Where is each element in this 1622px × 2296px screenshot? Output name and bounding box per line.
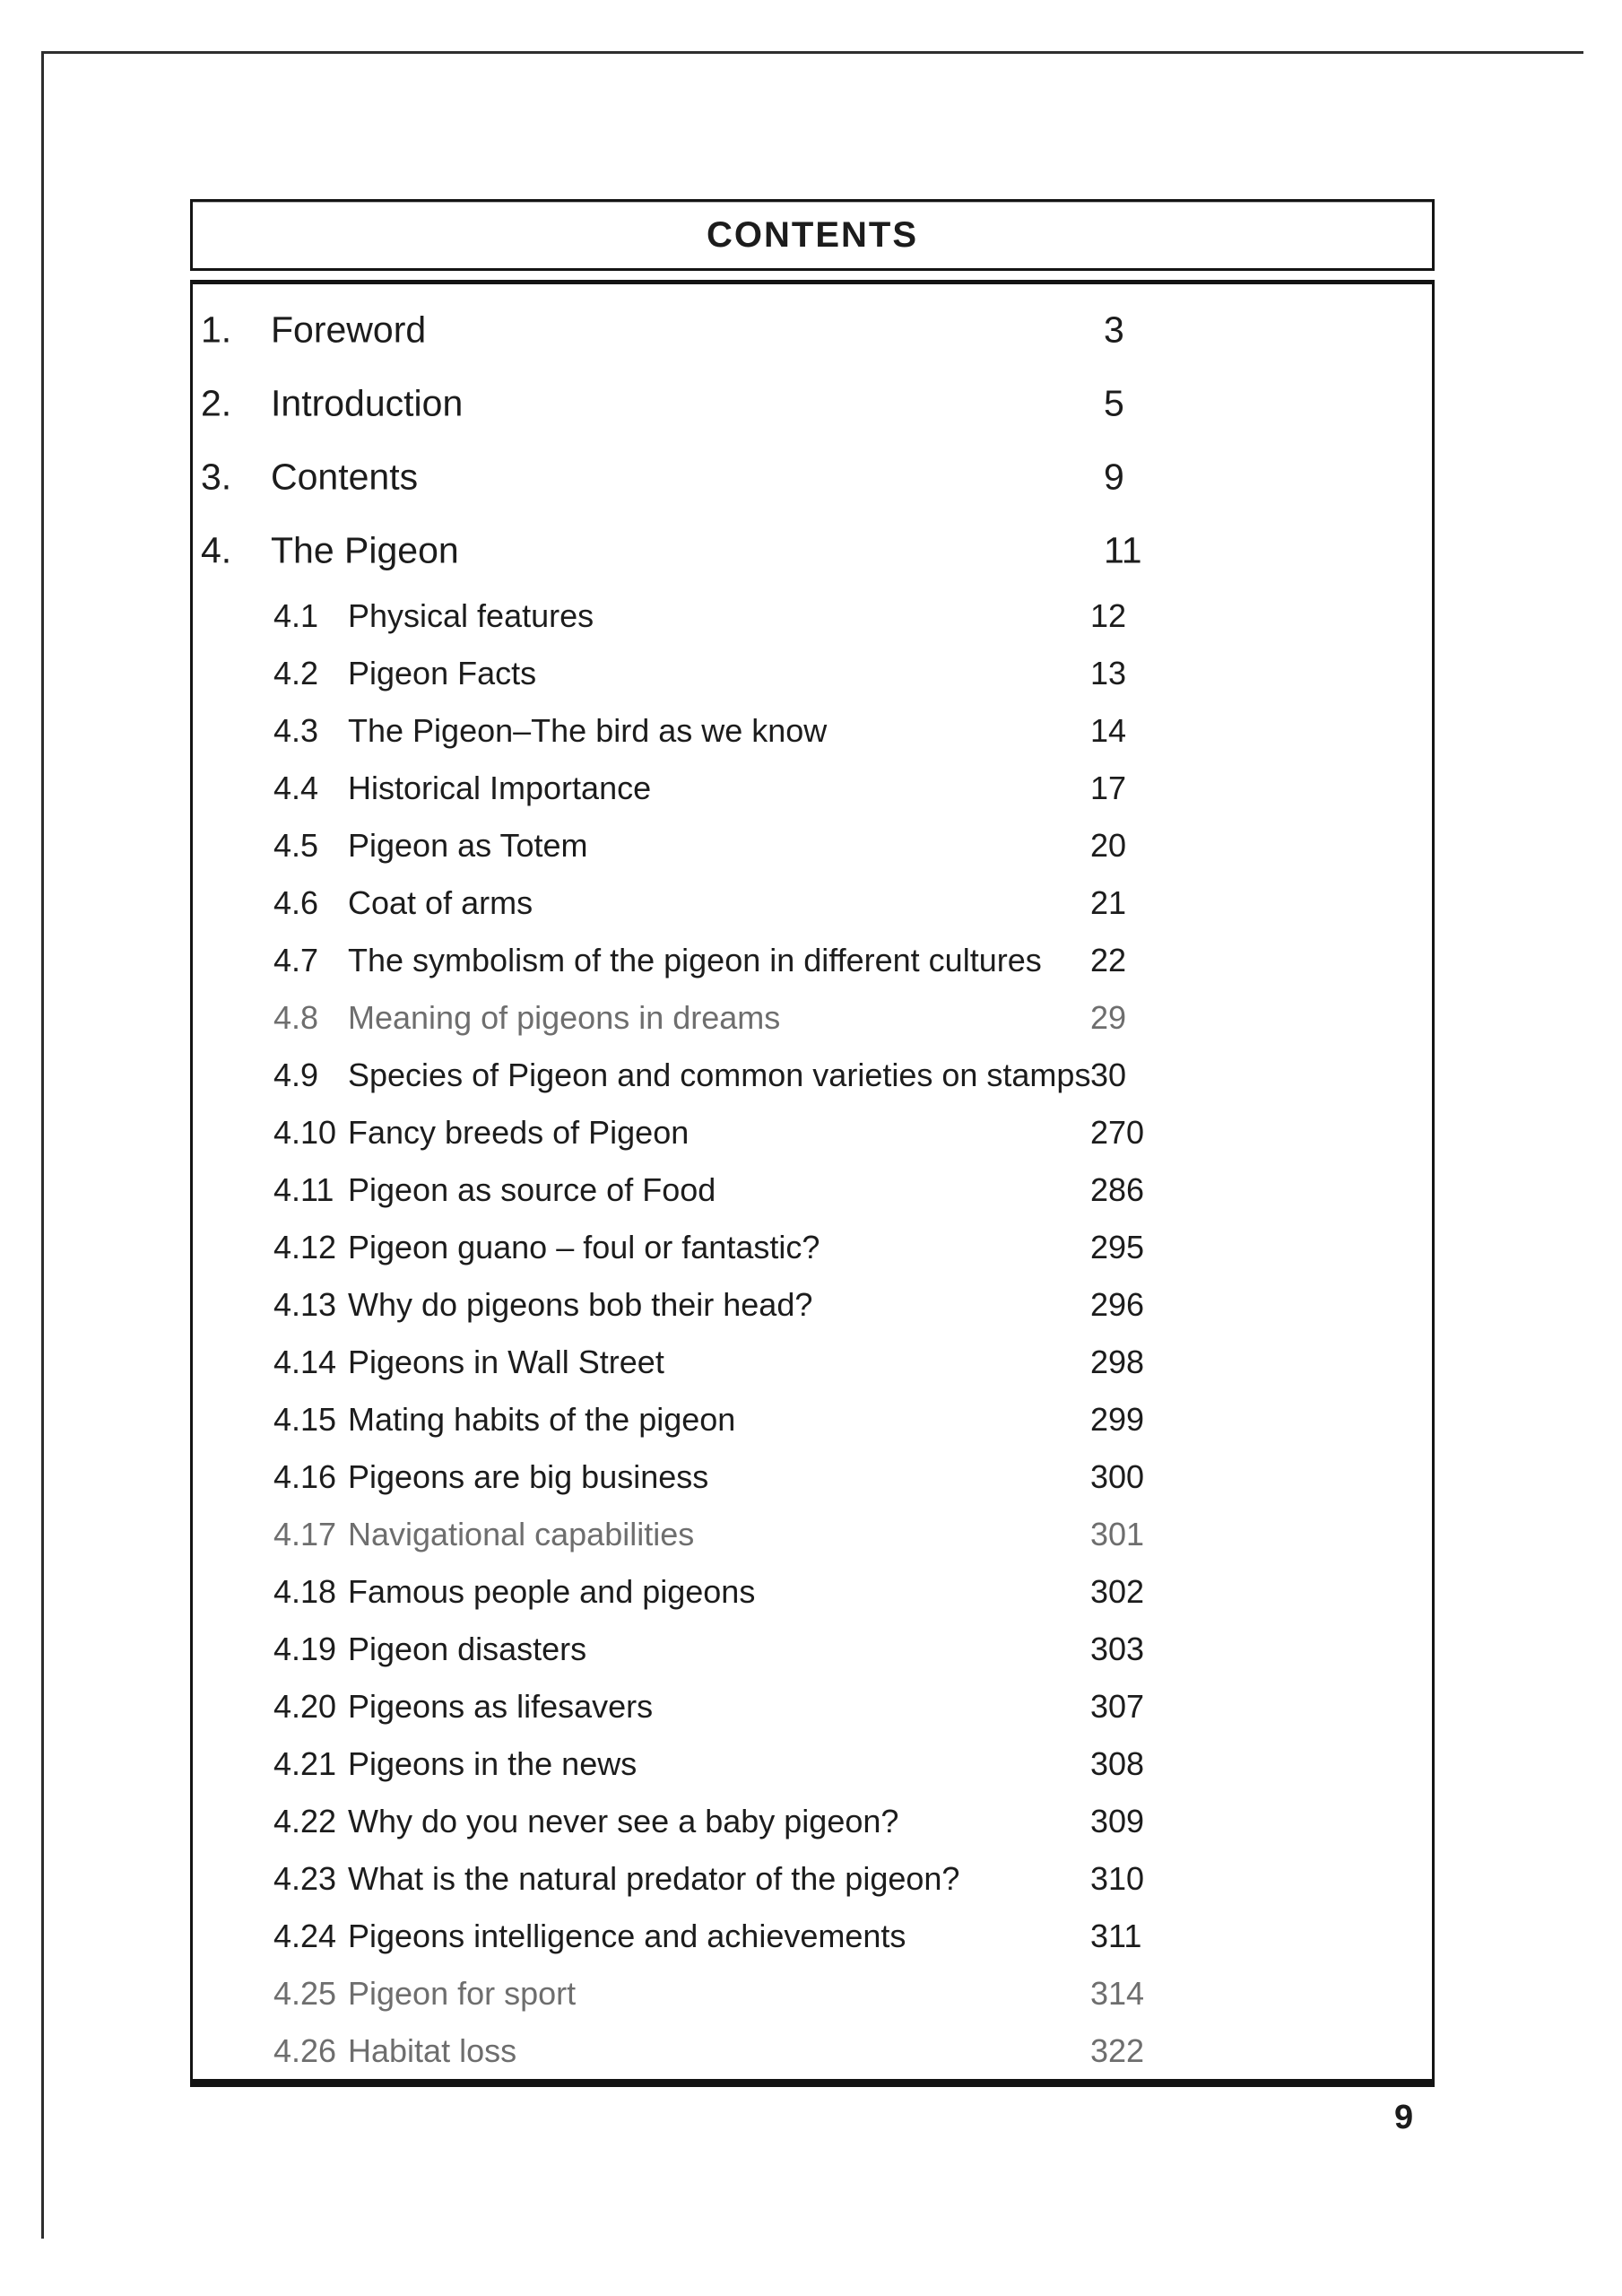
entry-number: 4.24	[273, 1918, 337, 1954]
entry-title: Physical features	[348, 597, 594, 634]
entry-page: 12	[1090, 597, 1127, 634]
entry-number: 4.5	[273, 827, 319, 864]
toc-entry-sub-14	[193, 1391, 1432, 1448]
entry-number: 4.2	[273, 655, 319, 691]
entry-title: Introduction	[271, 382, 464, 424]
entry-title: Contents	[271, 456, 419, 498]
toc-entry-sub-23	[193, 1908, 1432, 1965]
entry-number: 4.17	[273, 1516, 337, 1552]
entry-number: 3.	[201, 456, 232, 498]
entry-number: 4.1	[273, 597, 319, 634]
entry-title: Pigeons in the news	[348, 1745, 638, 1782]
entry-number: 4.14	[273, 1344, 337, 1380]
entry-title: Pigeons intelligence and achievements	[348, 1918, 906, 1954]
toc-entry-sub-16	[193, 1506, 1432, 1563]
entry-number: 4.23	[273, 1860, 337, 1897]
entry-title: Historical Importance	[348, 770, 652, 806]
toc-entry-sub-13	[193, 1334, 1432, 1391]
entry-page: 296	[1090, 1286, 1145, 1323]
entry-number: 4.13	[273, 1286, 337, 1323]
entry-page: 303	[1090, 1631, 1145, 1667]
entry-title: Why do pigeons bob their head?	[348, 1286, 813, 1323]
entry-page: 5	[1104, 382, 1124, 424]
entry-number: 4.4	[273, 770, 319, 806]
toc-entry-main-2	[193, 440, 1432, 514]
entry-page: 11	[1104, 529, 1142, 571]
entry-title: Foreword	[271, 309, 427, 351]
entry-page: 299	[1090, 1401, 1145, 1438]
entry-page: 310	[1090, 1860, 1145, 1897]
toc-entry-sub-11	[193, 1219, 1432, 1276]
entry-title: The Pigeon	[271, 529, 459, 571]
toc-entry-sub-22	[193, 1850, 1432, 1908]
toc-entry-sub-1	[193, 645, 1432, 702]
entry-page: 20	[1090, 827, 1127, 864]
toc-entry-sub-19	[193, 1678, 1432, 1735]
toc-entry-sub-4	[193, 817, 1432, 874]
entry-number: 4.	[201, 529, 232, 571]
toc-entry-sub-20	[193, 1735, 1432, 1793]
entry-number: 4.19	[273, 1631, 337, 1667]
entry-page: 14	[1090, 712, 1127, 749]
entry-number: 4.22	[273, 1803, 337, 1839]
entry-number: 1.	[201, 309, 232, 351]
entry-page: 22	[1090, 942, 1127, 978]
entry-number: 4.26	[273, 2032, 337, 2069]
toc-entry-main-3	[193, 514, 1432, 587]
entry-title: Navigational capabilities	[348, 1516, 695, 1552]
entry-number: 4.18	[273, 1573, 337, 1610]
entry-number: 4.10	[273, 1114, 337, 1151]
toc-entry-sub-3	[193, 760, 1432, 817]
entry-page: 21	[1090, 884, 1127, 921]
entry-page: 270	[1090, 1114, 1145, 1151]
entry-title: Famous people and pigeons	[348, 1573, 756, 1610]
toc-entry-sub-12	[193, 1276, 1432, 1334]
entry-page: 307	[1090, 1688, 1145, 1725]
entry-page: 298	[1090, 1344, 1145, 1380]
entry-number: 4.25	[273, 1975, 337, 2012]
toc-entry-main-1	[193, 367, 1432, 440]
entry-page: 322	[1090, 2032, 1145, 2069]
entry-title: Pigeons in Wall Street	[348, 1344, 664, 1380]
entry-title: Pigeon for sport	[348, 1975, 577, 2012]
entry-title: The symbolism of the pigeon in different cultures	[348, 942, 1042, 978]
entry-number: 4.21	[273, 1745, 337, 1782]
entry-number: 4.3	[273, 712, 319, 749]
entry-page: 302	[1090, 1573, 1145, 1610]
entry-number: 2.	[201, 382, 232, 424]
entry-page: 13	[1090, 655, 1127, 691]
entry-number: 4.8	[273, 999, 319, 1036]
entry-number: 4.6	[273, 884, 319, 921]
toc-entry-sub-18	[193, 1621, 1432, 1678]
entry-title: Species of Pigeon and common varieties on stamps	[348, 1057, 1091, 1093]
entry-title: Pigeon as Totem	[348, 827, 588, 864]
contents-header-box	[190, 199, 1435, 271]
entry-title: Why do you never see a baby pigeon?	[348, 1803, 899, 1839]
toc-entry-sub-21	[193, 1793, 1432, 1850]
entry-title: Pigeon guano – foul or fantastic?	[348, 1229, 820, 1265]
entry-title: Pigeons as lifesavers	[348, 1688, 654, 1725]
toc-entry-main-0	[193, 293, 1432, 367]
entry-page: 29	[1090, 999, 1127, 1036]
entry-page: 295	[1090, 1229, 1145, 1265]
toc-entry-sub-25	[193, 2022, 1432, 2080]
toc-entry-sub-2	[193, 702, 1432, 760]
entry-number: 4.20	[273, 1688, 337, 1725]
entry-title: Pigeon disasters	[348, 1631, 587, 1667]
entry-title: Fancy breeds of Pigeon	[348, 1114, 690, 1151]
folio-page-number: 9	[1394, 2099, 1414, 2136]
entry-page: 308	[1090, 1745, 1145, 1782]
entry-title: Meaning of pigeons in dreams	[348, 999, 781, 1036]
entry-title: Mating habits of the pigeon	[348, 1401, 736, 1438]
entry-number: 4.7	[273, 942, 319, 978]
toc-entry-sub-24	[193, 1965, 1432, 2022]
entry-number: 4.16	[273, 1458, 337, 1495]
entry-page: 30	[1090, 1057, 1127, 1093]
toc-entry-sub-15	[193, 1448, 1432, 1506]
entry-page: 314	[1090, 1975, 1145, 2012]
toc-entry-sub-9	[193, 1104, 1432, 1161]
toc-entry-sub-0	[193, 587, 1432, 645]
entry-title: The Pigeon–The bird as we know	[348, 712, 828, 749]
entry-title: Pigeons are big business	[348, 1458, 709, 1495]
entry-page: 309	[1090, 1803, 1145, 1839]
toc-entry-sub-6	[193, 932, 1432, 989]
entry-page: 9	[1104, 456, 1124, 498]
entry-page: 301	[1090, 1516, 1145, 1552]
entry-title: Habitat loss	[348, 2032, 517, 2069]
entry-title: Pigeon Facts	[348, 655, 537, 691]
entry-title: What is the natural predator of the pigeon?	[348, 1860, 960, 1897]
toc-entry-sub-10	[193, 1161, 1432, 1219]
entry-page: 3	[1104, 309, 1124, 351]
page-title: CONTENTS	[707, 214, 918, 255]
toc-list	[190, 280, 1435, 2087]
toc-entry-sub-8	[193, 1047, 1432, 1104]
entry-number: 4.9	[273, 1057, 319, 1093]
toc-entry-sub-7	[193, 989, 1432, 1047]
entry-title: Pigeon as source of Food	[348, 1171, 716, 1208]
entry-title: Coat of arms	[348, 884, 533, 921]
entry-page: 300	[1090, 1458, 1145, 1495]
entry-number: 4.12	[273, 1229, 337, 1265]
entry-page: 286	[1090, 1171, 1145, 1208]
toc-entry-sub-17	[193, 1563, 1432, 1621]
toc-entry-sub-5	[193, 874, 1432, 932]
entry-page: 311	[1090, 1918, 1142, 1954]
entry-number: 4.15	[273, 1401, 337, 1438]
entry-page: 17	[1090, 770, 1127, 806]
entry-number: 4.11	[273, 1171, 334, 1208]
